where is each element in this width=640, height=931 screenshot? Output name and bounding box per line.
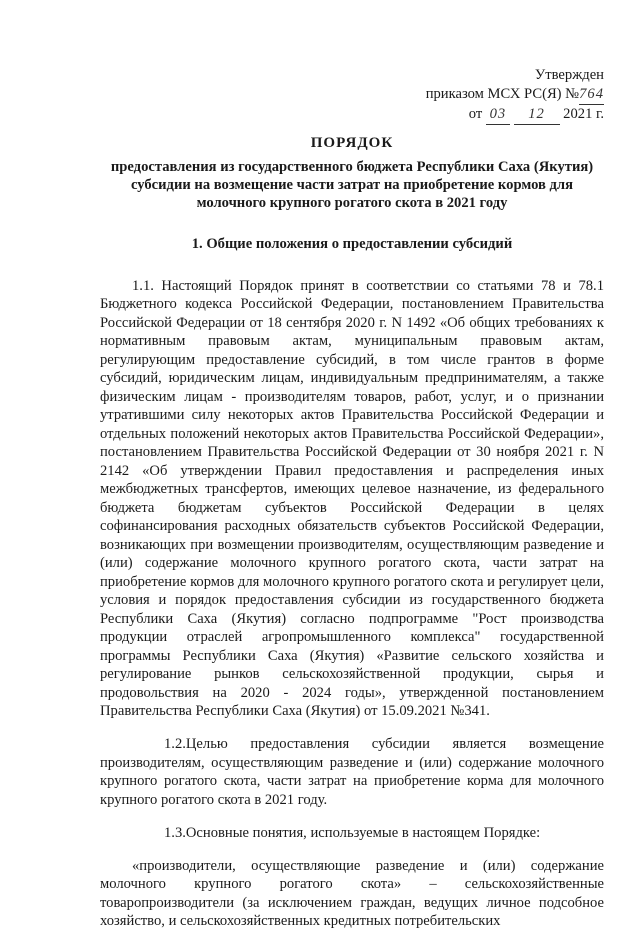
- paragraph-1-3-text: Основные понятия, используемые в настоящем Порядке:: [185, 824, 541, 841]
- approval-date-year: 2021 г.: [563, 106, 604, 122]
- approval-date-month: 12: [514, 105, 560, 125]
- approval-order-label: приказом МСХ РС(Я) №: [425, 86, 580, 102]
- approval-line-2: [426, 85, 604, 105]
- section-heading: 1. Общие положения о предоставлении субсидий: [191, 236, 513, 252]
- document-body: [100, 262, 604, 930]
- title-line-2: субсидии на возмещение части затрат на приобретение кормов для: [130, 177, 574, 193]
- paragraph-1-2-number: 1.2.: [164, 736, 186, 753]
- document-title: [100, 134, 604, 212]
- paragraph-1-3: [100, 824, 604, 843]
- paragraph-1-1: 1.1. Настоящий Порядок принят в соответствии со статьями 78 и 78.1 Бюджетного кодекса Российской Федерации, постановлением Правительства Российской Федерации от 18 сентября 2020 г. N 1492 «Об общих требованиях к нормативным правовым актам, муниципальным правовым актам, регулирующим предоставление субсидий, в том числе грантов в форме субсидий, юридическим лицам, индивидуальным предпринимателям, а также физическим лицам - производителям товаров, работ, услуг, и о признании утратившими силу некоторых актов Правительства Российской Федерации и отдельных положений некоторых актов Правительства Российской Федерации», постановлением Правительства Российской Федерации от 30 ноября 2021 г. N 2142 «Об утверждении Правил предоставления и распределения иных межбюджетных трансфертов, имеющих целевое назначение, из федерального бюджета бюджетам субъектов Российской Федерации в целях софинансирования расходных обязательств субъектов Российской Федерации, возникающих при возмещении производителям, осуществляющим разведение и (или) содержание молочного крупного рогатого скота, части затрат на приобретение кормов для молочного крупного рогатого скота и регулирует цели, условия и порядок предоставления субсидии из государственного бюджета Республики Саха (Якутия) согласно подпрограмме "Рост производства продукции отраслей агропромышленного комплекса" государственной программы Республики Саха (Якутия) «Развитие сельского хозяйства и регулирование рынков сельскохозяйственной продукции, сырья и продовольствия на 2020 - 2024 годы», утвержденной постановлением Правительства Республики Саха (Якутия) от 15.09.2021 №341.: [100, 277, 604, 720]
- paragraph-1-3-definition: «производители, осуществляющие разведение и (или) содержание молочного крупного рогатого скота» – сельскохозяйственные товаропроизводители (за исключением граждан, ведущих личное подсобное хозяйство, и сельскохозяйственных кредитных потребительских: [100, 857, 604, 930]
- approval-line-3: [426, 105, 604, 125]
- title-main: ПОРЯДОК: [310, 135, 394, 151]
- paragraph-1-3-number: 1.3.: [164, 824, 186, 841]
- approval-date-day: 03: [486, 105, 510, 125]
- paragraph-1-2-text: Целью предоставления субсидии является возмещение производителям, осуществляющим разведение и (или) содержание молочного крупного рогатого скота, части затрат на приобретение корма для молочного крупного рогатого скота в 2021 году.: [100, 736, 604, 808]
- approval-line-1: Утвержден: [534, 67, 604, 83]
- approval-date-label: от: [468, 106, 483, 122]
- approval-order-number: 764: [579, 85, 604, 105]
- approval-stamp: [426, 66, 604, 125]
- paragraph-1-2: [100, 735, 604, 809]
- title-line-3: молочного крупного рогатого скота в 2021 году: [196, 195, 508, 211]
- title-line-1: предоставления из государственного бюджета Республики Саха (Якутия): [110, 159, 594, 175]
